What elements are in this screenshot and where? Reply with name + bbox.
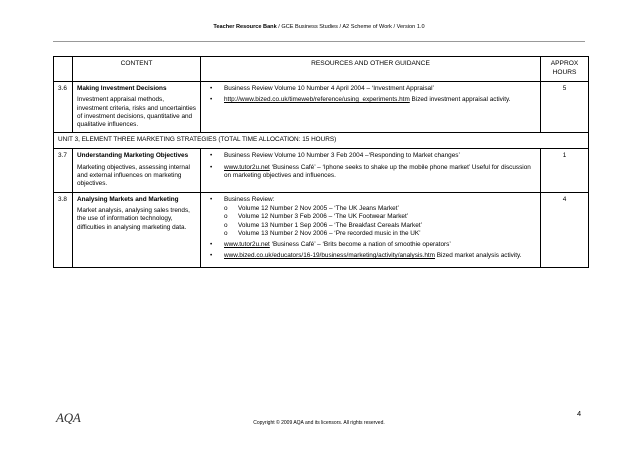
resource-link[interactable]: www.bized.co.uk/educators/16-19/business/marketing/activity/analysis.htm (224, 252, 435, 260)
header-hours-line1: APPROX (550, 60, 579, 67)
sub-resource-item: o Volume 12 Number 2 Nov 2005 – ‘The UK Jeans Market’ (224, 205, 536, 213)
topic-title: Understanding Marketing Objectives (77, 152, 189, 160)
table-header-row (54, 57, 589, 82)
resource-item (205, 252, 536, 260)
topic-description: Marketing objectives, assessing internal and external influences on marketing objectives. (77, 163, 190, 188)
table-row (54, 192, 589, 267)
content-cell (73, 149, 201, 192)
hours-cell: 1 (541, 149, 589, 192)
resource-item: • Business Review Volume 10 Number 4 April 2004 – ‘Investment Appraisal’ (205, 85, 536, 93)
resource-item: • Business Review Volume 10 Number 3 Feb 2004 –‘Responding to Market changes’ (205, 152, 536, 160)
resource-item (205, 196, 536, 238)
resource-text: Bized investment appraisal activity. (409, 96, 511, 104)
resource-text: ‘Business Café’ – ‘Iphone seeks to shake up the mobile phone market’ Useful for discussion on marketing objectives and influences. (224, 163, 531, 180)
resource-text: Bized market analysis activity. (435, 252, 522, 260)
topic-description: Investment appraisal methods, investment criteria, risks and uncertainties of investment decisions, quantitative and qualitative influences. (77, 96, 196, 129)
row-number: 3.7 (54, 149, 73, 192)
table-row (54, 149, 589, 192)
header-resources: RESOURCES AND OTHER GUIDANCE (201, 57, 541, 82)
resource-item (205, 241, 536, 249)
page-header (0, 24, 638, 30)
unit-heading: UNIT 3, ELEMENT THREE MARKETING STRATEGIES (TOTAL TIME ALLOCATION: 15 HOURS) (54, 133, 589, 149)
topic-title: Making Investment Decisions (77, 85, 167, 92)
hours-cell: 5 (541, 82, 589, 133)
hours-cell: 4 (541, 192, 589, 267)
aqa-logo: AQA (56, 410, 81, 425)
unit-heading-row (54, 133, 589, 149)
scheme-table (53, 56, 589, 268)
resource-item (205, 164, 536, 181)
table-row (54, 82, 589, 133)
sub-resource-item: o Volume 12 Number 3 Feb 2006 – ‘The UK Footwear Market’ (224, 213, 536, 221)
resource-link[interactable]: http://www.bized.co.uk/timeweb/reference/using_experiments.htm (224, 96, 410, 104)
content-cell (73, 82, 201, 133)
resources-cell (201, 82, 541, 133)
content-cell (73, 192, 201, 267)
header-hours-line2: HOURS (552, 68, 577, 76)
resource-link[interactable]: www.tutor2u.net (224, 241, 270, 249)
sub-resource-item: o Volume 13 Number 2 Nov 2006 – ‘Pre recorded music in the UK’ (224, 230, 536, 238)
copyright-text: Copyright © 2009 AQA and its licensors. All rights reserved. (253, 420, 385, 426)
header-rule (53, 41, 585, 42)
topic-description: Market analysis, analysing sales trends, the use of information technology, difficulties in analysing marketing data. (77, 206, 190, 231)
header-hours (541, 57, 589, 82)
header-num-cell (54, 57, 73, 82)
resources-cell (201, 149, 541, 192)
row-number: 3.8 (54, 192, 73, 267)
resource-link[interactable]: www.tutor2u.net (224, 163, 270, 171)
resource-item (205, 96, 536, 104)
resource-text: Business Review: (224, 195, 275, 203)
row-number: 3.6 (54, 82, 73, 133)
topic-title: Analysing Markets and Marketing (77, 195, 179, 203)
header-bold: Teacher Resource Bank (213, 24, 277, 30)
header-content: CONTENT (73, 57, 201, 82)
resources-cell (201, 192, 541, 267)
page-number: 4 (577, 409, 582, 418)
resource-text: ‘Business Café’ – ‘Brits become a nation of smoothie operators’ (269, 241, 451, 249)
header-rest: / GCE Business Studies / A2 Scheme of Work / Version 1.0 (276, 24, 425, 30)
sub-resource-item: o Volume 13 Number 1 Sep 2006 – ‘The Breakfast Cereals Market’ (224, 222, 536, 230)
